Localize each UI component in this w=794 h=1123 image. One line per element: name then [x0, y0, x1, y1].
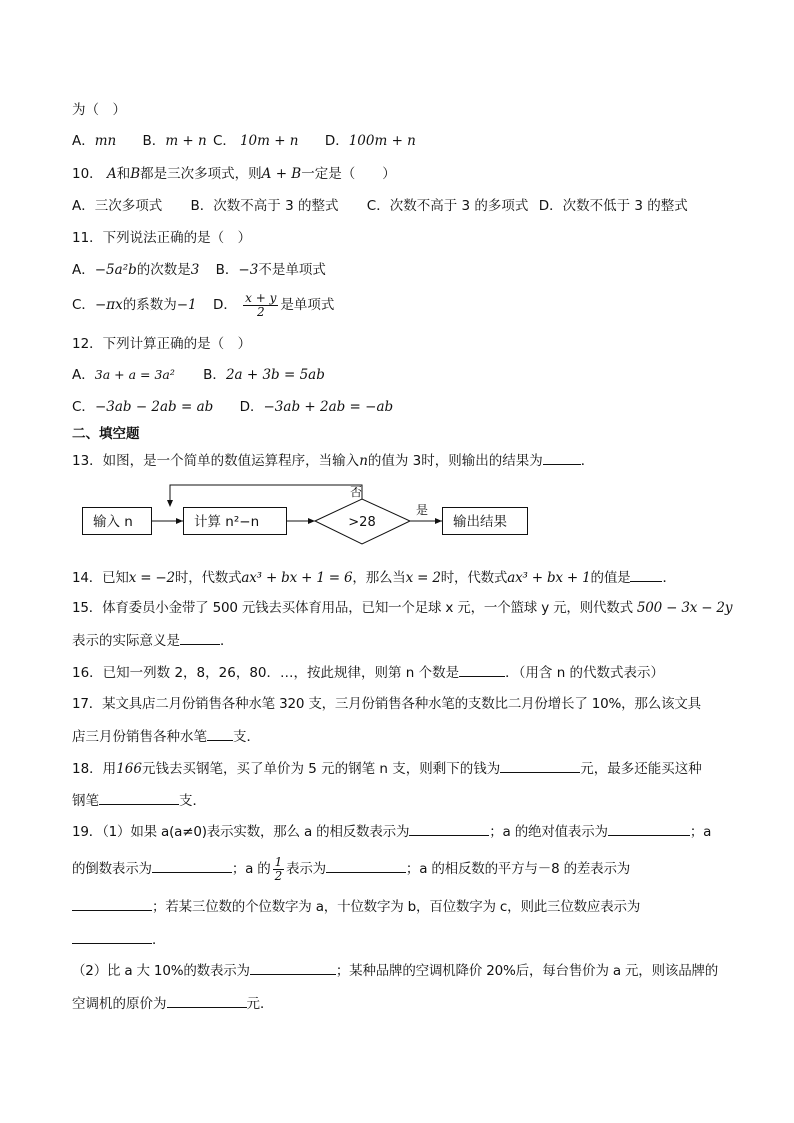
- answer-blank[interactable]: [326, 858, 406, 873]
- q16-stem: 16．已知一列数 2，8，26，80．…，按此规律，则第 n 个数是 ．（用含 n 的代数式表示）: [72, 662, 664, 683]
- q9-options: A．mn B．m + n C． 10m + n D．100m + n: [72, 133, 416, 149]
- q10-options: A．三次多项式 B．次数不高于 3 的整式 C．次数不高于 3 的多项式 D．次数不低于 3 的整式: [72, 198, 688, 214]
- q19-part1-line1: 19．（1）如果 a(a≠0)表示实数，那么 a 的相反数表示为 ；a 的绝对值表示为 ；a: [72, 821, 711, 842]
- flow-output-box: 输出结果: [442, 507, 528, 535]
- q13-stem: 13．如图，是一个简单的数值运算程序，当输入n的值为 3时，则输出的结果为 ．: [72, 450, 594, 471]
- q19-part1-line2: 的倒数表示为 ；a 的 $\frac{1}{2}$ 表示为 ；a 的相反数的平方与－8 的差表示为: [72, 854, 631, 883]
- q15-stem-continuation: 表示的实际意义是 ．: [72, 630, 234, 651]
- flow-input-box: 输入 n: [82, 507, 152, 535]
- fraction-one-half: $\frac{1}{2}$: [274, 854, 283, 883]
- q11-stem: 11．下列说法正确的是（ ）: [72, 230, 252, 246]
- section-fill-in-title: 二、填空题: [72, 426, 140, 442]
- flow-compute-box: 计算 n²−n: [183, 507, 287, 535]
- answer-blank[interactable]: [207, 726, 233, 741]
- no-label: 否: [349, 485, 363, 499]
- answer-blank[interactable]: [500, 758, 580, 773]
- q12-options-ab: A．3a + a = 3a² B．2a + 3b = 5ab: [72, 367, 325, 383]
- q12-stem: 12．下列计算正确的是（ ）: [72, 336, 252, 352]
- answer-blank[interactable]: [152, 858, 232, 873]
- condition-label: >28: [348, 515, 376, 530]
- q19-part2-line2: 空调机的原价为 元．: [72, 993, 274, 1014]
- q12-options-cd: C．−3ab − 2ab = ab D．−3ab + 2ab = −ab: [72, 399, 394, 415]
- fraction-x-plus-y-over-2: $\frac{x + y}{2}$: [245, 290, 277, 319]
- answer-blank[interactable]: [250, 960, 336, 975]
- answer-blank[interactable]: [99, 790, 179, 805]
- answer-blank[interactable]: [459, 662, 505, 677]
- q19-part1-line4: ．: [72, 929, 166, 950]
- answer-blank[interactable]: [180, 630, 220, 645]
- answer-blank[interactable]: [167, 993, 247, 1008]
- answer-blank[interactable]: [72, 896, 152, 911]
- q10-stem: 10． A和B都是三次多项式，则A + B一定是（ ）: [72, 166, 396, 182]
- answer-blank[interactable]: [608, 821, 690, 836]
- q17-stem: 17．某文具店二月份销售各种水笔 320 支，三月份销售各种水笔的支数比二月份增长了 10%，那么该文具: [72, 696, 701, 712]
- q15-stem: 15．体育委员小金带了 500 元钱去买体育用品，已知一个足球 x 元，一个篮球 y 元，则代数式 500 − 3x − 2y: [72, 600, 733, 616]
- q18-stem-continuation: 钢笔 支．: [72, 790, 206, 811]
- q17-stem-continuation: 店三月份销售各种水笔 支．: [72, 726, 260, 747]
- q19-part2-line1: （2）比 a 大 10%的数表示为 ；某种品牌的空调机降价 20%后，每台售价为 a 元，则该品牌的: [72, 960, 718, 981]
- q18-stem: 18．用166元钱去买钢笔，买了单价为 5 元的钢笔 n 支，则剩下的钱为 元，最多还能买这种: [72, 758, 702, 779]
- yes-label: 是: [415, 503, 429, 517]
- q11-options-ab: A．−5a²b的次数是3 B．−3不是单项式: [72, 262, 326, 278]
- q19-part1-line3: ；若某三位数的个位数字为 a，十位数字为 b，百位数字为 c，则此三位数应表示为: [72, 896, 640, 917]
- q14-stem: 14．已知x = −2时，代数式ax³ + bx + 1 = 6，那么当x = 2时，代数式ax³ + bx + 1的值是 ．: [72, 567, 676, 588]
- answer-blank[interactable]: [72, 929, 152, 944]
- q9-stem-continuation: 为（ ）: [72, 102, 126, 118]
- answer-blank[interactable]: [630, 567, 662, 582]
- answer-blank[interactable]: [543, 450, 581, 465]
- q11-options-cd: C．−πx的系数为−1 D． $\frac{x + y}{2}$ 是单项式: [72, 290, 335, 319]
- answer-blank[interactable]: [409, 821, 489, 836]
